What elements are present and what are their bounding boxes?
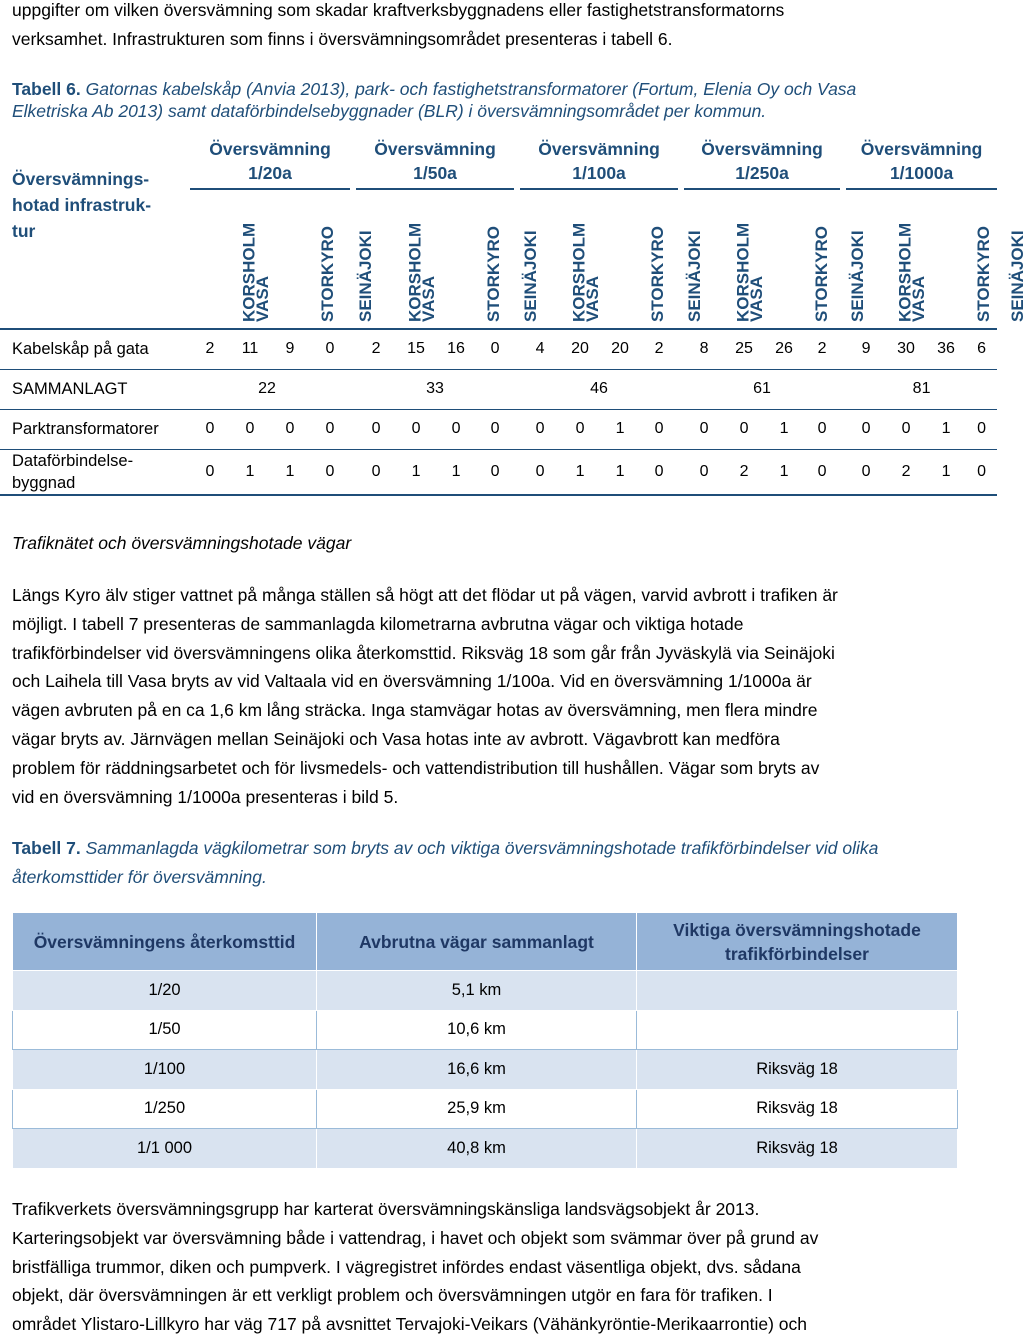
- t7-cell: Riksväg 18: [637, 1089, 958, 1129]
- municipality-header: [886, 189, 929, 329]
- row-label: Kabelskåp på gata: [0, 329, 190, 369]
- municipality-header: [476, 189, 540, 329]
- total-cell: 61: [684, 369, 840, 409]
- municipality-label: VASA: [252, 276, 272, 322]
- flood-header: [520, 133, 678, 189]
- value-cell: 20: [600, 329, 640, 369]
- t7-cell: 5,1 km: [317, 971, 637, 1011]
- municipality-label: STORKYRO: [318, 225, 338, 322]
- municipality-label: KORSHOLM: [569, 222, 589, 322]
- body-line: möjligt. I tabell 7 presenteras de sammanlagda kilometrarna avbrutna vägar och viktiga hotade: [12, 613, 744, 634]
- value-cell: 9: [846, 329, 886, 369]
- t7-header: Viktiga översvämningshotade trafikförbindelser: [637, 913, 958, 971]
- body-line: trafikförbindelser vid översvämningens olika återkomsttid. Riksväg 18 som går från Jyväskylä via Seinäjoki: [12, 642, 835, 663]
- value-cell: 0: [310, 409, 350, 449]
- flood-title: Översvämning: [538, 138, 660, 159]
- flood-header: [356, 133, 514, 189]
- value-cell: 0: [190, 449, 230, 495]
- table6-caption-text: Gatornas kabelskåp (Anvia 2013), park- och fastighetstransformatorer (Fortum, Elenia Oy och Vasa Elketriska Ab 2013) samt dataförbindelsebyggnader (BLR) i översvämningsområdet per kommun.: [12, 79, 857, 121]
- municipality-label: KORSHOLM: [733, 222, 753, 322]
- value-cell: 0: [356, 409, 396, 449]
- table6: [0, 133, 1027, 496]
- municipality-label: SEINÄJOKI: [1007, 230, 1027, 322]
- municipality-header: [724, 189, 767, 329]
- row-kabelskap: [0, 329, 997, 369]
- value-cell: 0: [230, 409, 270, 449]
- municipality-label: VASA: [419, 276, 439, 322]
- value-cell: 2: [190, 329, 230, 369]
- value-cell: 1: [396, 449, 436, 495]
- value-cell: 0: [684, 409, 724, 449]
- body-paragraph-3: [12, 1195, 910, 1339]
- municipality-header: [640, 189, 704, 329]
- value-cell: 1: [600, 449, 640, 495]
- value-cell: 9: [270, 329, 310, 369]
- value-cell: 0: [846, 449, 886, 495]
- total-cell: 22: [190, 369, 350, 409]
- municipality-header: [270, 189, 338, 329]
- value-cell: 0: [846, 409, 886, 449]
- municipality-label: KORSHOLM: [895, 222, 915, 322]
- flood-title: Översvämning: [374, 138, 496, 159]
- flood-header: [190, 133, 350, 189]
- value-cell: 26: [764, 329, 804, 369]
- value-cell: 20: [560, 329, 600, 369]
- row-label-line: byggnad: [12, 473, 76, 492]
- value-cell: 2: [356, 329, 396, 369]
- value-cell: 0: [270, 409, 310, 449]
- municipality-header: [190, 189, 259, 329]
- value-cell: 0: [396, 409, 436, 449]
- value-cell: 1: [436, 449, 476, 495]
- body-line: bristfälliga trummor, diken och pumpverk. I vägregistret infördes endast väsentliga objekt, dvs. sådana: [12, 1256, 801, 1277]
- row-parktransformatorer: [0, 409, 997, 449]
- municipality-header: [396, 189, 439, 329]
- flood-period: 1/250a: [735, 162, 789, 183]
- t7-cell: 1/50: [13, 1010, 317, 1050]
- municipality-header: [600, 189, 668, 329]
- table7-caption-text: Sammanlagda vägkilometrar som bryts av och viktiga översvämningshotade trafikförbindelser vid olika återkomsttider för översvämning.: [12, 838, 879, 887]
- body-line: vid en översvämning 1/1000a presenteras i bild 5.: [12, 786, 399, 807]
- table6-caption-label: Tabell 6.: [12, 79, 81, 99]
- t7-cell: 10,6 km: [317, 1010, 637, 1050]
- body-line: vägen avbruten på en ca 1,6 km lång sträcka. Inga stamvägar hotas av översvämning, men flera mindre: [12, 700, 818, 721]
- value-cell: 0: [310, 329, 350, 369]
- flood-header: [846, 133, 997, 189]
- municipality-header: [926, 189, 994, 329]
- table7: [12, 912, 958, 1169]
- t7-row: [13, 1050, 958, 1090]
- value-cell: 2: [886, 449, 926, 495]
- body-line: problem för räddningsarbetet och för livsmedels- och vattendistribution till hushållen. Vägar som bryts av: [12, 757, 820, 778]
- value-cell: 1: [230, 449, 270, 495]
- body-line: Trafikverkets översvämningsgrupp har karterat översvämningskänsliga landsvägsobjekt år 2013.: [12, 1199, 760, 1219]
- value-cell: 0: [520, 409, 560, 449]
- t7-cell: Riksväg 18: [637, 1050, 958, 1090]
- value-cell: 0: [886, 409, 926, 449]
- municipality-header: [684, 189, 753, 329]
- t7-row: [13, 971, 958, 1011]
- value-cell: 0: [684, 449, 724, 495]
- value-cell: 0: [190, 409, 230, 449]
- body-line: Längs Kyro älv stiger vattnet på många ställen så högt att det flödar ut på vägen, varvid avbrott i trafiken är: [12, 585, 838, 605]
- value-cell: 1: [560, 449, 600, 495]
- value-cell: 0: [640, 409, 678, 449]
- value-cell: 0: [476, 409, 514, 449]
- municipality-header: [230, 189, 270, 329]
- row-dataforbindelsebyggnad: [0, 449, 997, 495]
- value-cell: 11: [230, 329, 270, 369]
- value-cell: 1: [926, 409, 966, 449]
- t7-cell: 1/20: [13, 971, 317, 1011]
- body-line: Karteringsobjekt var översvämning både i vattendrag, i havet och objekt som svämmar över på grund av: [12, 1227, 819, 1248]
- t7-cell: 1/100: [13, 1050, 317, 1090]
- value-cell: 0: [724, 409, 764, 449]
- value-cell: 0: [966, 449, 997, 495]
- municipality-header: [436, 189, 504, 329]
- total-cell: 33: [356, 369, 514, 409]
- flood-title: Översvämning: [860, 138, 983, 159]
- value-cell: 4: [520, 329, 560, 369]
- body-paragraph-2: [12, 581, 910, 811]
- intro-line: verksamhet. Infrastrukturen som finns i översvämningsområdet presenteras i tabell 6.: [12, 28, 673, 49]
- municipality-header: [846, 189, 915, 329]
- value-cell: 2: [640, 329, 678, 369]
- municipality-label: SEINÄJOKI: [684, 230, 704, 322]
- value-cell: 36: [926, 329, 966, 369]
- value-cell: 8: [684, 329, 724, 369]
- total-cell: 46: [520, 369, 678, 409]
- total-cell: 81: [846, 369, 997, 409]
- flood-period: 1/1000a: [889, 162, 954, 183]
- t7-header: Avbrutna vägar sammanlagt: [317, 913, 637, 971]
- row-label: SAMMANLAGT: [0, 369, 190, 409]
- value-cell: 1: [270, 449, 310, 495]
- body-line: objekt, där översvämningen är ett verkligt problem och översvämningen utgör en fara för trafiken. I: [12, 1285, 773, 1306]
- value-cell: 0: [560, 409, 600, 449]
- municipality-header: [966, 189, 1027, 329]
- value-cell: 1: [764, 409, 804, 449]
- flood-period: 1/50a: [413, 162, 457, 183]
- row-label: Parktransformatorer: [0, 409, 190, 449]
- value-cell: 30: [886, 329, 926, 369]
- value-cell: 2: [804, 329, 840, 369]
- municipality-label: KORSHOLM: [239, 222, 259, 322]
- t7-row: [13, 1129, 958, 1169]
- body-line: vägar bryts av. Järnvägen mellan Seinäjoki och Vasa hotas inte av avbrott. Vägavbrott kan medföra: [12, 728, 780, 749]
- municipality-label: STORKYRO: [812, 225, 832, 322]
- municipality-header: [560, 189, 603, 329]
- intro-line: uppgifter om vilken översvämning som skadar kraftverksbyggnadens eller fastighetstransformatorns: [12, 0, 785, 20]
- t7-header: Översvämningens återkomsttid: [13, 913, 317, 971]
- municipality-label: VASA: [583, 276, 603, 322]
- t7-cell: [637, 1010, 958, 1050]
- value-cell: 0: [804, 449, 840, 495]
- municipality-label: VASA: [909, 276, 929, 322]
- flood-period: 1/20a: [248, 162, 292, 183]
- value-cell: 6: [966, 329, 997, 369]
- t7-row: [13, 1089, 958, 1129]
- row-header-label: [0, 133, 190, 329]
- table6-caption: [12, 78, 910, 122]
- value-cell: 25: [724, 329, 764, 369]
- value-cell: 0: [966, 409, 997, 449]
- municipality-label: STORKYRO: [648, 225, 668, 322]
- t7-row: [13, 1010, 958, 1050]
- municipality-header: [764, 189, 832, 329]
- municipality-label: KORSHOLM: [405, 222, 425, 322]
- flood-header: [684, 133, 840, 189]
- municipality-header: [310, 189, 375, 329]
- municipality-label: STORKYRO: [484, 225, 504, 322]
- row-sammanlagt: [0, 369, 997, 409]
- value-cell: 0: [356, 449, 396, 495]
- t7-cell: 40,8 km: [317, 1129, 637, 1169]
- value-cell: 0: [520, 449, 560, 495]
- municipality-label: SEINÄJOKI: [847, 230, 867, 322]
- flood-title: Översvämning: [701, 138, 823, 159]
- value-cell: 1: [764, 449, 804, 495]
- row-header-line: Översvämnings-: [12, 168, 150, 189]
- body-line: och Laihela till Vasa bryts av vid Valtaala vid en översvämning 1/100a. Vid en översvämning 1/1000a är: [12, 671, 812, 692]
- t7-cell: 16,6 km: [317, 1050, 637, 1090]
- municipality-header: [520, 189, 589, 329]
- t7-cell: 25,9 km: [317, 1089, 637, 1129]
- row-header-line: tur: [12, 220, 36, 241]
- value-cell: 16: [436, 329, 476, 369]
- table7-caption-label: Tabell 7.: [12, 838, 81, 858]
- t7-cell: [637, 971, 958, 1011]
- row-label: [0, 449, 190, 495]
- row-header-line: hotad infrastruk-: [12, 194, 152, 215]
- t7-cell: 1/250: [13, 1089, 317, 1129]
- municipality-header: [356, 189, 425, 329]
- value-cell: 0: [310, 449, 350, 495]
- municipality-label: SEINÄJOKI: [520, 230, 540, 322]
- value-cell: 1: [926, 449, 966, 495]
- section-heading: Trafiknätet och översvämningshotade vägar: [12, 533, 352, 553]
- value-cell: 0: [436, 409, 476, 449]
- body-line: området Ylistaro-Lillkyro har väg 717 på avsnittet Tervajoki-Veikars (Vähänkyröntie-Merikaarrontie) och: [12, 1314, 807, 1335]
- intro-paragraph: [12, 0, 910, 54]
- table7-caption: [12, 834, 910, 892]
- flood-title: Översvämning: [209, 138, 331, 159]
- value-cell: 0: [640, 449, 678, 495]
- municipality-label: VASA: [747, 276, 767, 322]
- row-label-line: Dataförbindelse-: [12, 451, 134, 470]
- t7-cell: 1/1 000: [13, 1129, 317, 1169]
- municipality-label: SEINÄJOKI: [355, 230, 375, 322]
- value-cell: 15: [396, 329, 436, 369]
- municipality-header: [804, 189, 867, 329]
- t7-cell: Riksväg 18: [637, 1129, 958, 1169]
- value-cell: 0: [804, 409, 840, 449]
- value-cell: 0: [476, 449, 514, 495]
- value-cell: 0: [476, 329, 514, 369]
- value-cell: 2: [724, 449, 764, 495]
- flood-period: 1/100a: [572, 162, 626, 183]
- value-cell: 1: [600, 409, 640, 449]
- municipality-label: STORKYRO: [974, 225, 994, 322]
